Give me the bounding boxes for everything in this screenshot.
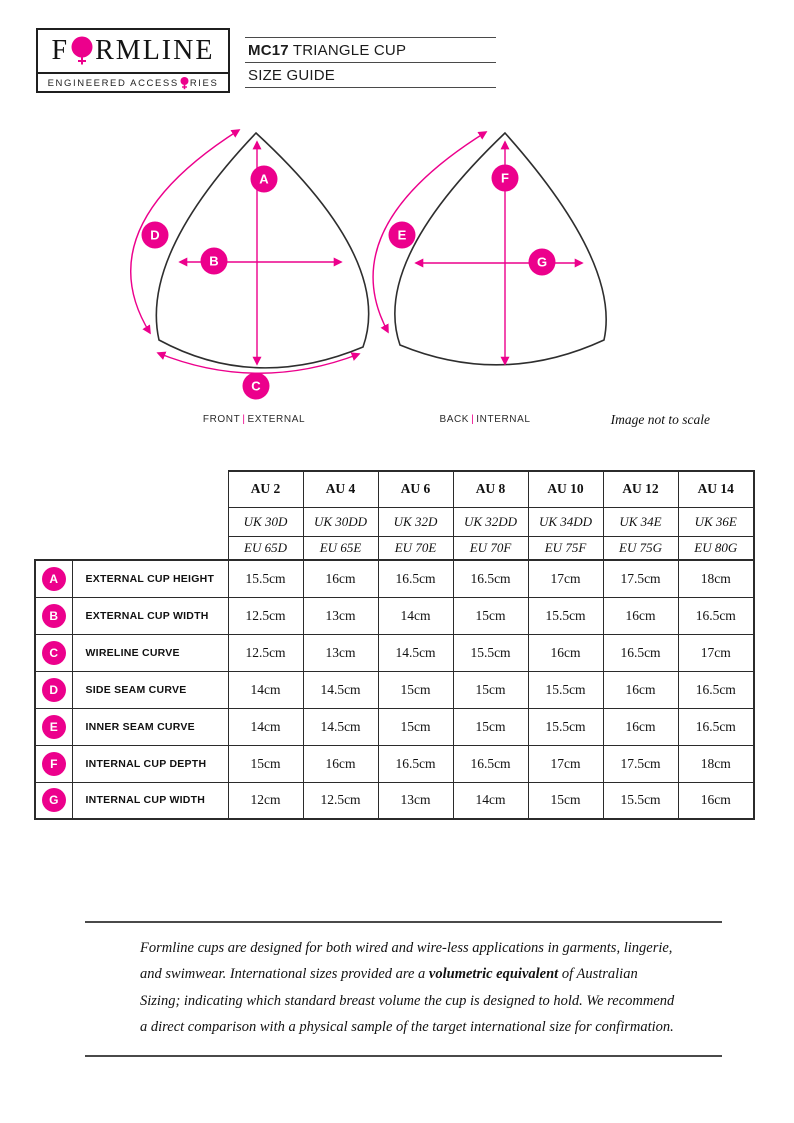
logo-text-rmline: RMLINE: [95, 35, 215, 66]
formline-logo: [36, 28, 230, 93]
measurement-label: EXTERNAL CUP WIDTH: [72, 597, 228, 634]
size-value: 15.5cm: [528, 671, 603, 708]
size-value: 14cm: [378, 597, 453, 634]
svg-text:D: D: [150, 227, 160, 243]
marker-f: [492, 165, 519, 192]
size-value: 12.5cm: [303, 782, 378, 819]
row-letter-badge-e: E: [42, 715, 66, 739]
marker-e: [389, 222, 416, 249]
table-row-e: [35, 708, 754, 745]
table-row-a: [35, 560, 754, 597]
size-value: 16cm: [303, 745, 378, 782]
size-value: 14.5cm: [303, 708, 378, 745]
size-value: 15.5cm: [453, 634, 528, 671]
measurement-label: SIDE SEAM CURVE: [72, 671, 228, 708]
row-letter-badge-g: G: [42, 788, 66, 812]
size-value: 15cm: [378, 708, 453, 745]
uk-size: UK 32D: [378, 507, 453, 536]
uk-size-row: [35, 507, 754, 536]
footnote-lead: Formline cups are designed for both wired and wire-less applications in garments, lingerie, and swimwear. International sizes provided are a: [140, 940, 673, 983]
front-caption-right: EXTERNAL: [247, 414, 306, 425]
size-value: 15cm: [228, 745, 303, 782]
scale-note: Image not to scale: [610, 412, 710, 427]
size-value: 16cm: [603, 671, 678, 708]
eu-size: EU 80G: [678, 536, 754, 560]
size-value: 16.5cm: [378, 560, 453, 597]
table-row-b: [35, 597, 754, 634]
size-value: 16cm: [603, 597, 678, 634]
uk-size: UK 30DD: [303, 507, 378, 536]
measurement-label: WIRELINE CURVE: [72, 634, 228, 671]
size-table: [34, 470, 755, 820]
back-cup-diagram: [373, 132, 606, 365]
size-value: 17cm: [678, 634, 754, 671]
size-value: 13cm: [303, 597, 378, 634]
au-size: AU 6: [378, 471, 453, 507]
female-symbol-icon: [70, 36, 94, 66]
logo-wordmark: [38, 30, 228, 72]
marker-d: [142, 222, 169, 249]
front-cup-diagram: [131, 130, 369, 400]
back-caption-right: INTERNAL: [476, 414, 531, 425]
tagline-text-2: RIES: [189, 78, 219, 89]
row-letter-badge-b: B: [42, 604, 66, 628]
uk-size: UK 34DD: [528, 507, 603, 536]
eu-size: EU 75G: [603, 536, 678, 560]
uk-size: UK 34E: [603, 507, 678, 536]
au-size: AU 2: [228, 471, 303, 507]
cup-diagrams: [120, 115, 740, 415]
measurement-label: EXTERNAL CUP HEIGHT: [72, 560, 228, 597]
front-caption-left: FRONT: [202, 414, 241, 425]
row-letter-badge-c: C: [42, 641, 66, 665]
size-value: 16.5cm: [678, 671, 754, 708]
size-value: 14cm: [228, 671, 303, 708]
size-value: 14.5cm: [378, 634, 453, 671]
size-value: 17.5cm: [603, 560, 678, 597]
au-size: AU 4: [303, 471, 378, 507]
table-row-d: [35, 671, 754, 708]
uk-size: UK 32DD: [453, 507, 528, 536]
eu-size: EU 65E: [303, 536, 378, 560]
table-row-f: [35, 745, 754, 782]
size-value: 12.5cm: [228, 597, 303, 634]
eu-size: EU 70F: [453, 536, 528, 560]
table-row-c: [35, 634, 754, 671]
size-value: 16.5cm: [678, 597, 754, 634]
svg-text:C: C: [251, 378, 261, 394]
footnote-tail: of Australian Sizing; indicating which standard breast volume the cup is designed to hold. We recommend a direct comparison with a physical sample of the target international size for confirmation.: [140, 966, 675, 1036]
front-caption: [179, 414, 329, 425]
footnote-rule-bottom: [85, 1055, 722, 1057]
size-value: 15.5cm: [228, 560, 303, 597]
size-value: 15.5cm: [528, 708, 603, 745]
marker-g: [529, 249, 556, 276]
size-value: 15.5cm: [528, 597, 603, 634]
eu-size: EU 65D: [228, 536, 303, 560]
measurement-label: INTERNAL CUP DEPTH: [72, 745, 228, 782]
row-letter-badge-f: F: [42, 752, 66, 776]
footnote-text: [140, 935, 680, 1041]
marker-a: [251, 166, 278, 193]
size-value: 17cm: [528, 745, 603, 782]
size-value: 17cm: [528, 560, 603, 597]
footnote-rule-top: [85, 921, 722, 923]
size-value: 16.5cm: [678, 708, 754, 745]
au-size: AU 10: [528, 471, 603, 507]
au-size: AU 12: [603, 471, 678, 507]
title-rule-bottom: [245, 87, 496, 88]
uk-size: UK 36E: [678, 507, 754, 536]
au-size: AU 8: [453, 471, 528, 507]
marker-b: [201, 248, 228, 275]
size-value: 16cm: [603, 708, 678, 745]
svg-text:G: G: [536, 254, 548, 270]
size-value: 16.5cm: [378, 745, 453, 782]
size-value: 16cm: [303, 560, 378, 597]
size-value: 15cm: [528, 782, 603, 819]
size-value: 15cm: [453, 708, 528, 745]
female-symbol-small-icon: [180, 77, 189, 90]
logo-text-f: F: [51, 35, 70, 66]
footnote-emphasis: volumetric equivalent: [428, 966, 559, 983]
product-name: TRIANGLE CUP: [288, 42, 407, 59]
marker-c: [243, 373, 270, 400]
au-size-row: [35, 471, 754, 507]
tagline-text-1: ENGINEERED ACCESS: [47, 78, 179, 89]
svg-text:B: B: [209, 253, 219, 269]
eu-size: EU 70E: [378, 536, 453, 560]
svg-text:E: E: [397, 227, 407, 243]
size-value: 13cm: [378, 782, 453, 819]
svg-text:A: A: [259, 171, 269, 187]
back-caption-left: BACK: [439, 414, 470, 425]
caption-divider: |: [242, 414, 246, 425]
svg-text:F: F: [501, 170, 509, 186]
size-value: 15cm: [453, 671, 528, 708]
table-row-g: [35, 782, 754, 819]
back-caption: [410, 414, 560, 425]
page-title: [245, 38, 496, 62]
size-value: 14cm: [453, 782, 528, 819]
page-subtitle: SIZE GUIDE: [248, 67, 336, 84]
size-value: 16.5cm: [453, 745, 528, 782]
size-value: 12.5cm: [228, 634, 303, 671]
uk-size: UK 30D: [228, 507, 303, 536]
measurement-label: INTERNAL CUP WIDTH: [72, 782, 228, 819]
size-value: 12cm: [228, 782, 303, 819]
eu-size-row: [35, 536, 754, 560]
size-value: 18cm: [678, 745, 754, 782]
size-value: 16.5cm: [603, 634, 678, 671]
logo-tagline: [38, 72, 228, 93]
size-value: 15cm: [378, 671, 453, 708]
size-value: 18cm: [678, 560, 754, 597]
footnote-block: [85, 921, 722, 1057]
size-value: 14cm: [228, 708, 303, 745]
size-value: 17.5cm: [603, 745, 678, 782]
row-letter-badge-d: D: [42, 678, 66, 702]
size-value: 16cm: [678, 782, 754, 819]
size-value: 15cm: [453, 597, 528, 634]
size-value: 15.5cm: [603, 782, 678, 819]
size-value: 14.5cm: [303, 671, 378, 708]
product-code: MC17: [248, 42, 289, 59]
arrow-wireline-curve: [158, 353, 359, 373]
measurement-label: INNER SEAM CURVE: [72, 708, 228, 745]
size-value: 13cm: [303, 634, 378, 671]
title-block: [245, 37, 496, 88]
row-letter-badge-a: A: [42, 567, 66, 591]
eu-size: EU 75F: [528, 536, 603, 560]
au-size: AU 14: [678, 471, 754, 507]
size-value: 16.5cm: [453, 560, 528, 597]
caption-divider: |: [471, 414, 475, 425]
size-value: 16cm: [528, 634, 603, 671]
